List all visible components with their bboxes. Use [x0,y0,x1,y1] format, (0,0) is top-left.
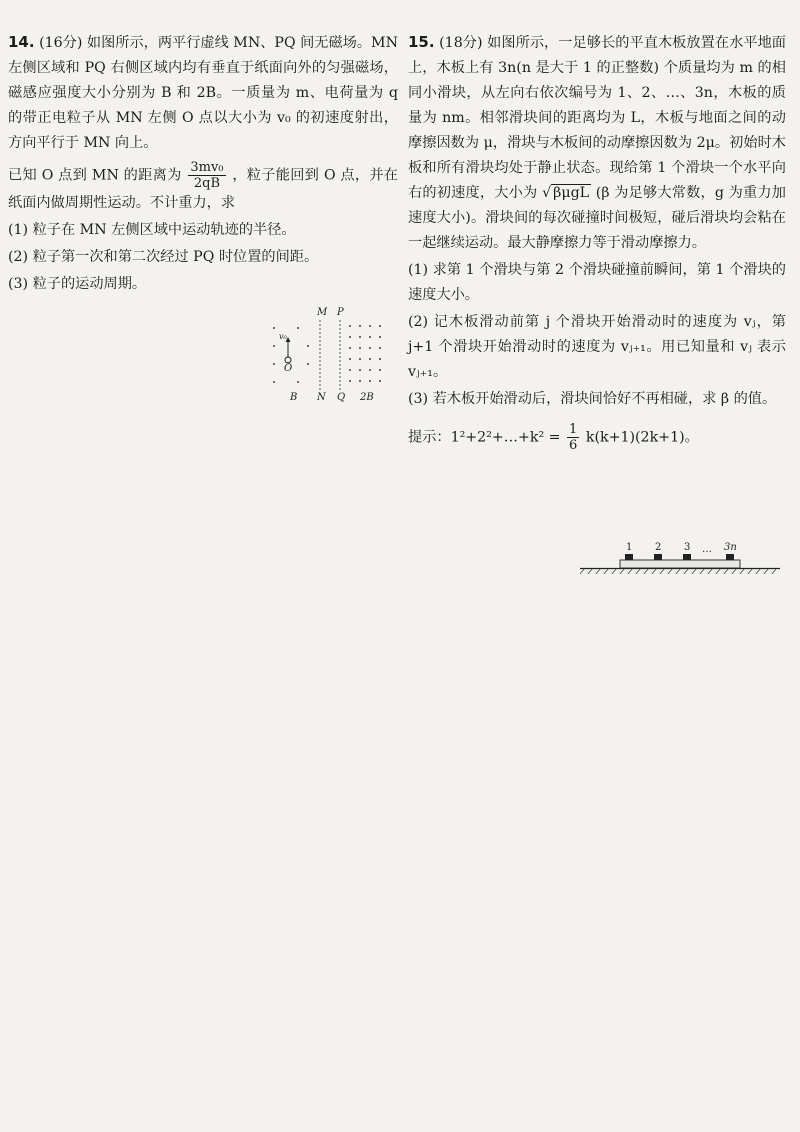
q15-figure [580,540,780,578]
q14-sub-3: (3) 粒子的运动周期。 [8,276,147,292]
block-label-dots: … [702,544,712,555]
q14-p2-pre: 已知 O 点到 MN 的距离为 [8,167,182,184]
label-n: N [317,392,326,403]
q15-hint [408,422,786,453]
label-b: B [290,392,298,403]
q15-sub-3: (3) 若木板开始滑动后，滑块间恰好不再相碰，求 β 的值。 [408,391,777,407]
block-label-3: 3 [684,542,691,553]
q15-stem [408,30,786,256]
q14-frac-num: 3mv₀ [190,160,224,175]
q15-hint-pre: 提示：1²+2²+…+k² = [408,429,561,446]
board-blocks-diagram [580,540,780,578]
block-label-3n: 3n [724,542,737,553]
q14-number: 14. [8,33,35,51]
q15-sqrt: √ βμgL [542,185,590,201]
q15-number: 15. [408,33,435,51]
q15-sub-1: (1) 求第 1 个滑块与第 2 个滑块碰撞前瞬间，第 1 个滑块的速度大小。 [408,262,786,303]
q14-stem [8,30,398,156]
q14-paragraph-1: 如图所示，两平行虚线 MN、PQ 间无磁场。MN 左侧区域和 PQ 右侧区域内均有垂直于纸面向外的匀强磁场，磁感应强度大小分别为 B 和 2B。一质量为 m、电荷量为 q 的带正电粒子从 MN 左侧 O 点以大小为 v₀ 的初速度射出，方向平行于 MN 向上。 [8,35,399,151]
label-v0: v₀ [279,332,287,341]
q15-sub-2: (2) 记木板滑动前第 j 个滑块开始滑动时的速度为 vⱼ，第 j+1 个滑块开始滑动时的速度为 vⱼ₊₁。用已知量和 vⱼ 表示 vⱼ₊₁。 [408,314,786,380]
q15-paragraph-1a: 如图所示，一足够长的平直木板放置在水平地面上，木板上有 3n(n 是大于 1 的正整数) 个质量均为 m 的相同小滑块，从左向右依次编号为 1、2、…、3n，木板的质量为 nm。相邻滑块间的距离均为 L，木板与地面之间的动摩擦因数为 μ，滑块与木板间的动摩擦因数为 2μ。初始时木板和所有滑块均处于静止状态。现给第 1 个滑块一个水平向右的初速度，大小为 [408,35,786,201]
q15-hint-post: k(k+1)(2k+1)。 [585,429,699,446]
label-p: P [337,307,344,318]
q15-score: (18分) [439,35,483,51]
q14-fraction [188,160,225,191]
label-2b: 2B [360,392,374,403]
q15-hint-fraction [567,422,579,453]
q15-hint-num: 1 [569,422,578,437]
q14-score: (16分) [39,35,83,51]
block-label-1: 1 [626,542,633,553]
block-label-2: 2 [655,542,662,553]
q14-figure [262,307,392,405]
q15-sqrt-content: βμgL [553,185,590,201]
question-14 [8,30,398,297]
q15-paragraph-1b: (β 为足够大常数，g 为重力加速度大小)。滑块间的每次碰撞时间极短，碰后滑块均会粘在一起继续运动。最大静摩擦力等于滑动摩擦力。 [408,185,786,251]
magnetic-field-diagram [262,310,392,405]
q14-frac-den: 2qB [193,176,221,191]
label-q: Q [337,392,346,403]
label-m: M [317,307,328,318]
label-o: O [284,363,293,374]
q14-p2-post: ，粒子能回到 O 点，并在纸面内做周期性运动。不计重力，求 [8,167,398,211]
q14-sub-2: (2) 粒子第一次和第二次经过 PQ 时位置的间距。 [8,249,319,265]
q14-stem-2 [8,160,398,216]
q14-sub-1: (1) 粒子在 MN 左侧区域中运动轨迹的半径。 [8,222,296,238]
q15-hint-den: 6 [569,438,578,453]
question-15 [408,30,786,453]
